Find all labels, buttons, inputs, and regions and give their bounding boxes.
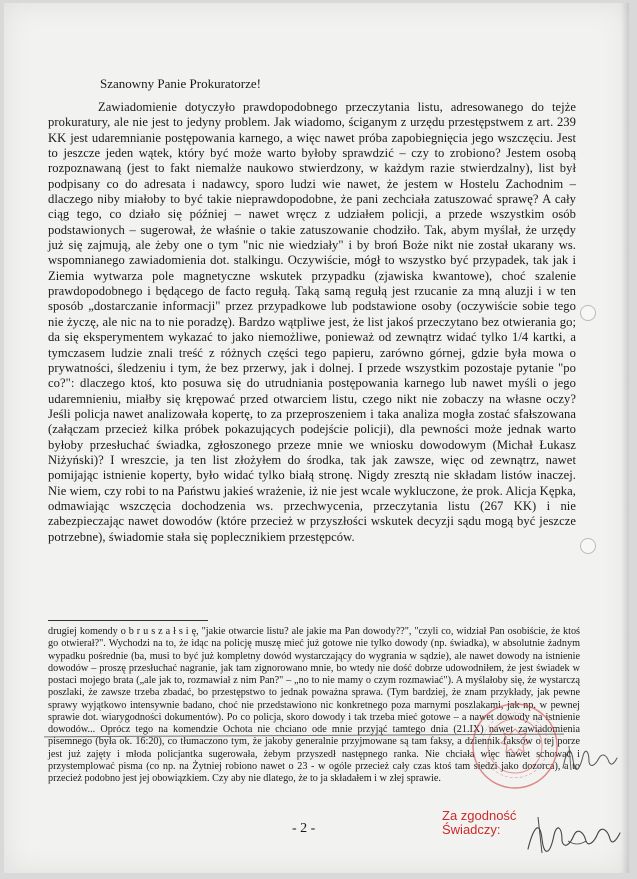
letter-body: Zawiadomienie dotyczyło prawdopodobnego przeczytania listu, adresowanego do tejże prokuratury, ale nie jest to jedyny problem. Jak wiadomo, ściganym z urzędu przestępstwem z art. 239 KK jest udaremnianie postępowania karnego, a więc nawet próba zapobiegnięcia jego wszczęciu. Jest to jeszcze jeden wątek, który być może warto byłoby sprawdzić – czy to zrobiono? Jestem osobą rozpoznawaną (jest to fakt niemalże naukowo stwierdzony, w każdym razie stwierdzalny), list był podpisany co do adresata i nadawcy, sporo ludzi wie nawet, że jestem w Hostelu Zachodnim – dlaczego niby miałoby to być takie nieprawdopodobne, że pani zechciała zatuszować sprawę? A cały ciąg tego, co działo się później – nawet wręcz z udziałem policji, a przede wszystkim osób podstawionych – sugerował, że właśnie o takie zatuszowanie chodziło. Tak, abym myślał, że urzędy już się zajmują, ale żeby one o tym "nic nie wiedziały" i by broń Boże nikt nie został ukarany ws. wspomnianego zawiadomienia dot. stalkingu. Oczywiście, mógł to wszystko być przypadek, tak jak i Ziemia wytwarza pole magnetyczne wskutek przypadku (zjawiska kwantowe), choć szalenie prawdopodobnego i będącego de facto regułą. Taką samą regułą jest rzucanie za mną aluzji i w ten sposób „dostarczanie informacji" przez przypadkowe lub podstawione osoby (oczywiście sobie tego nie życzę, ale nic na to nie poradzę). Bardzo wątpliwe jest, że list jakoś przeczytano bez otwierania go; da się eksperymentem wykazać to jako niemożliwe, ponieważ od zewnątrz widać tylko 1/4 kartki, a tymczasem ludzie znali treść z różnych części tego papieru, zarówno górnej, gdzie była mowa o prywatności, śledzeniu i tym, że bez przerwy, jak i dolnej. I przede wszystkim pozostaje pytanie "po co?": dlaczego ktoś, kto posuwa się do utrudniania postępowania karnego lub nawet myśli o jego udaremnieniu, miałby się krępować przed otwarciem listu, czego nikt nie zobaczy na własne oczy? Jeśli policja nawet analizowała kopertę, to za przeproszeniem i taka analiza mogła zostać sfałszowana (załączam przecież kilka próbek pokazujących podejście policji), dla pewności może jednak warto byłoby przesłuchać świadka, zgłoszonego przeze mnie we wniosku dowodowym (Michał Łukasz Niżyński)? I wreszcie, ja ten list złożyłem do środka, tak jak zawsze, więc od zewnątrz, nawet pomijając istnienie koperty, było widać tylko białą stronę. Nigdy zresztą nie składam listów inaczej. Nie wiem, czy robi to na Państwu jakieś wrażenie, iż nie jest wcale wykluczone, że prok. Alicja Kępka, odmawiając wszczęcia dochodzenia ws. przechwycenia, przeczytania listu (267 KK) i nie zabezpieczając nawet dowodów (które przecież w przyszłości wskutek decyzji sądu mogą być jeszcze potrzebne), świadomie stała się poplecznikiem przestępców. [48, 100, 576, 544]
certification-stamp-text [442, 809, 516, 837]
salutation: Szanowny Panie Prokuratorze! [100, 76, 262, 91]
handwritten-signature [559, 738, 619, 778]
footnote: drugiej komendy o b r u s z a ł s i ę, "jakie otwarcie listu? ale jakie ma Pan dowody??", "czyli co, widział Pan osobiście, że ktoś go otwierał?". Wychodzi na to, że idąc na policję muszę mieć już gotowe nie tylko dowody (np. świadka), w absolutnie żadnym wypadku pośrednie (ba, musi to być już kompletny dowód wystarczający do wygrania w sądzie), ale nawet dowody na istnienie dowodów – proszę przesłuchać nagranie, jak tam zignorowano mnie, bo wtedy nie dość dobrze udowodniłem, że jest świadek w postaci mojego brata („ale jak to, rozmawiał z nim Pan?" – „no to nie mamy o czym rozmawiać"). A myślałoby się, że wystarczą poszlaki, że zawsze trzeba zbadać, bo przestępstwo to jednak poważna sprawa. (Tym bardziej, że znam przykłady, jak pewne sprawy wyjątkowo intensywnie badano, choć nie przedstawiono nic konkretnego poza marnymi poszlakami, jak np. w pewnej sprawie dot. wiarygodności dokumentów). Po co policja, skoro dowody i tak trzeba mieć gotowe – a nawet dowody na istnienie dowodów... Oprócz tego na komendzie Ochota nie chciano ode mnie przyjąć tamtego dnia (21.IX) nawet zawiadomienia pisemnego (była ok. 16:20), co tłumaczono tym, że jakoby generalnie przyjmowane są tam faksy, a dziennik faksów o tej porze jest już zajęty i młoda policjantka sugerowała, żebym przyszedł następnego ranka. Nie chciała więc nawet schować i przystemplować pisma (co np. na Żytniej robiono nawet o 23 - w ogóle przecież cały czas ktoś tam siedzi jako dozorca), a to przecież podobno jest jej obowiązkiem. Czy aby nie dlatego, że to ja składałem i w złej sprawie. [48, 626, 580, 784]
certification-line-2: Świadczy: [442, 822, 501, 837]
punch-hole-mark [580, 305, 596, 321]
page-number: - 2 - [292, 821, 316, 836]
punch-hole-mark [580, 538, 596, 554]
certification-line-1: Za zgodność [442, 808, 517, 823]
handwritten-signature [524, 811, 624, 861]
page-edge-shadow [621, 3, 629, 873]
document-page [4, 3, 629, 873]
footnote-separator [48, 620, 208, 621]
round-seal-stamp [470, 701, 560, 791]
